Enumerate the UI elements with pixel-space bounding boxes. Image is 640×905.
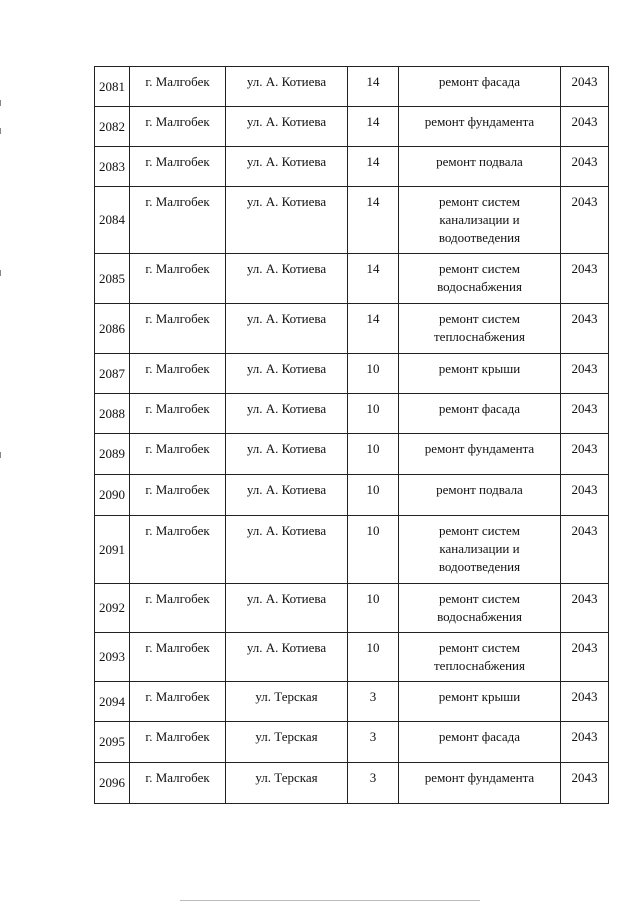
cell-city-text: г. Малгобек — [145, 194, 210, 209]
cell-street — [226, 254, 348, 304]
cell-number-text: 2084 — [99, 212, 125, 227]
cell-number-text: 2090 — [99, 487, 125, 502]
cell-city — [130, 147, 226, 187]
cell-street-text: ул. А. Котиева — [246, 114, 327, 129]
table-row — [95, 254, 609, 304]
cell-house-text: 10 — [366, 640, 380, 655]
cell-work-type — [399, 147, 561, 187]
cell-work-type — [399, 107, 561, 147]
cell-year-text: 2043 — [571, 441, 598, 456]
table-row — [95, 394, 609, 434]
cell-house — [348, 254, 399, 304]
page-bottom-line — [180, 900, 480, 901]
cell-number — [95, 254, 130, 304]
cell-street-text: ул. А. Котиева — [246, 74, 327, 89]
cell-number-text: 2095 — [99, 734, 125, 749]
cell-city-text: г. Малгобек — [145, 401, 210, 416]
cell-street-text: ул. А. Котиева — [246, 361, 327, 376]
cell-work-type-text: ремонт фасада — [438, 401, 521, 416]
cell-number-text: 2088 — [99, 405, 125, 421]
cell-house-text: 10 — [366, 441, 380, 456]
table-row — [95, 516, 609, 584]
table-row — [95, 304, 609, 354]
cell-street-text: ул. Терская — [255, 770, 318, 785]
cell-number — [95, 67, 130, 107]
table-row — [95, 682, 609, 722]
cell-city-text: г. Малгобек — [145, 770, 210, 785]
cell-work-type-text: ремонт систем канализации и водоотведения — [438, 194, 521, 245]
cell-street-text: ул. А. Котиева — [246, 311, 327, 326]
cell-number — [95, 394, 130, 434]
cell-house — [348, 147, 399, 187]
cell-city-text: г. Малгобек — [145, 523, 210, 538]
cell-street-text: ул. А. Котиева — [246, 261, 327, 276]
cell-house — [348, 516, 399, 584]
cell-city — [130, 434, 226, 475]
repair-schedule-table — [94, 66, 609, 804]
cell-year-text: 2043 — [571, 482, 598, 497]
cell-house-text: 10 — [366, 482, 380, 497]
cell-street-text: ул. А. Котиева — [246, 591, 327, 606]
cell-year-text: 2043 — [571, 311, 598, 326]
cell-street — [226, 187, 348, 254]
cell-number-text: 2094 — [99, 693, 125, 709]
cell-number — [95, 722, 130, 763]
cell-street-text: ул. А. Котиева — [246, 523, 327, 538]
cell-city — [130, 394, 226, 434]
cell-city — [130, 254, 226, 304]
cell-street-text: ул. Терская — [255, 689, 318, 704]
cell-house — [348, 682, 399, 722]
cell-city-text: г. Малгобек — [145, 640, 210, 655]
cell-street — [226, 682, 348, 722]
table-row — [95, 763, 609, 804]
cell-house-text: 14 — [366, 311, 380, 326]
cell-city — [130, 304, 226, 354]
cell-street — [226, 434, 348, 475]
table-row — [95, 722, 609, 763]
cell-year — [561, 394, 609, 434]
cell-number — [95, 107, 130, 147]
cell-city — [130, 187, 226, 254]
cell-work-type-text: ремонт подвала — [436, 482, 523, 497]
table-row — [95, 475, 609, 516]
cell-street-text: ул. А. Котиева — [246, 640, 327, 655]
cell-house — [348, 722, 399, 763]
cell-work-type — [399, 394, 561, 434]
cell-work-type — [399, 254, 561, 304]
table-body — [95, 67, 609, 804]
cell-work-type — [399, 682, 561, 722]
cell-house — [348, 304, 399, 354]
cell-year-text: 2043 — [571, 401, 598, 416]
cell-street — [226, 516, 348, 584]
cell-street — [226, 67, 348, 107]
cell-house-text: 3 — [369, 729, 377, 744]
cell-house — [348, 763, 399, 804]
table-row — [95, 107, 609, 147]
cell-year-text: 2043 — [571, 523, 598, 538]
cell-work-type — [399, 633, 561, 682]
cell-street — [226, 633, 348, 682]
cell-city-text: г. Малгобек — [145, 261, 210, 276]
cell-house-text: 14 — [366, 261, 380, 276]
table-row — [95, 434, 609, 475]
cell-house-text: 10 — [366, 591, 380, 606]
cell-work-type — [399, 475, 561, 516]
cell-year — [561, 584, 609, 633]
cell-work-type-text: ремонт фундамента — [424, 114, 535, 129]
cell-year-text: 2043 — [571, 591, 598, 606]
cell-work-type — [399, 67, 561, 107]
cell-year-text: 2043 — [571, 729, 598, 744]
cell-city — [130, 633, 226, 682]
cell-number — [95, 354, 130, 394]
cell-number — [95, 584, 130, 633]
cell-house — [348, 434, 399, 475]
cell-number — [95, 633, 130, 682]
cell-city — [130, 584, 226, 633]
cell-street-text: ул. А. Котиева — [246, 194, 327, 209]
table-row — [95, 147, 609, 187]
cell-street — [226, 475, 348, 516]
table-row — [95, 584, 609, 633]
cell-city — [130, 722, 226, 763]
cell-number-text: 2096 — [99, 775, 125, 790]
cell-number — [95, 147, 130, 187]
cell-number-text: 2087 — [99, 365, 125, 381]
cell-year — [561, 354, 609, 394]
cell-city-text: г. Малгобек — [145, 591, 210, 606]
cell-year — [561, 633, 609, 682]
cell-city-text: г. Малгобек — [145, 361, 210, 376]
cell-street — [226, 107, 348, 147]
cell-house-text: 10 — [366, 361, 380, 376]
cell-house — [348, 633, 399, 682]
cell-work-type — [399, 763, 561, 804]
cell-number-text: 2093 — [99, 649, 125, 664]
cell-work-type — [399, 434, 561, 475]
cell-work-type — [399, 584, 561, 633]
cell-street — [226, 354, 348, 394]
cell-work-type-text: ремонт фундамента — [424, 441, 535, 456]
cell-city-text: г. Малгобек — [145, 689, 210, 704]
cell-year — [561, 304, 609, 354]
cell-city-text: г. Малгобек — [145, 482, 210, 497]
cell-house — [348, 394, 399, 434]
cell-number — [95, 516, 130, 584]
cell-work-type-text: ремонт крыши — [438, 689, 521, 704]
cell-city — [130, 516, 226, 584]
scan-margin-marks — [0, 0, 2, 905]
cell-city-text: г. Малгобек — [145, 441, 210, 456]
cell-house — [348, 354, 399, 394]
cell-year — [561, 147, 609, 187]
cell-work-type-text: ремонт систем теплоснабжения — [434, 311, 525, 344]
cell-year-text: 2043 — [571, 154, 598, 169]
cell-year-text: 2043 — [571, 361, 598, 376]
cell-year — [561, 516, 609, 584]
cell-number-text: 2089 — [99, 446, 125, 461]
cell-work-type — [399, 516, 561, 584]
cell-city — [130, 354, 226, 394]
cell-street-text: ул. А. Котиева — [246, 401, 327, 416]
cell-work-type-text: ремонт фасада — [438, 74, 521, 89]
cell-number — [95, 475, 130, 516]
cell-work-type-text: ремонт систем канализации и водоотведения — [438, 523, 521, 574]
cell-work-type — [399, 304, 561, 354]
cell-street — [226, 763, 348, 804]
cell-street-text: ул. А. Котиева — [246, 482, 327, 497]
cell-number-text: 2092 — [99, 600, 125, 615]
cell-year — [561, 722, 609, 763]
cell-street — [226, 304, 348, 354]
cell-year — [561, 682, 609, 722]
cell-year — [561, 475, 609, 516]
cell-work-type — [399, 187, 561, 254]
cell-city-text: г. Малгобек — [145, 154, 210, 169]
cell-house-text: 10 — [366, 523, 380, 538]
cell-street — [226, 584, 348, 633]
cell-year-text: 2043 — [571, 114, 598, 129]
cell-number-text: 2085 — [99, 270, 125, 286]
cell-number-text: 2086 — [99, 320, 125, 336]
cell-house-text: 3 — [369, 770, 377, 785]
cell-house-text: 14 — [366, 74, 380, 89]
cell-work-type — [399, 722, 561, 763]
cell-year — [561, 187, 609, 254]
cell-city — [130, 763, 226, 804]
table-row — [95, 67, 609, 107]
cell-year — [561, 107, 609, 147]
cell-house-text: 14 — [366, 114, 380, 129]
cell-house-text: 10 — [366, 401, 380, 416]
cell-year-text: 2043 — [571, 770, 598, 785]
cell-house — [348, 67, 399, 107]
table-row — [95, 187, 609, 254]
cell-house-text: 14 — [366, 194, 380, 209]
cell-street — [226, 394, 348, 434]
cell-year-text: 2043 — [571, 194, 598, 209]
cell-year — [561, 67, 609, 107]
cell-year-text: 2043 — [571, 689, 598, 704]
cell-city — [130, 67, 226, 107]
cell-number-text: 2091 — [99, 541, 125, 557]
cell-house — [348, 107, 399, 147]
cell-city — [130, 475, 226, 516]
cell-city-text: г. Малгобек — [145, 74, 210, 89]
cell-year — [561, 254, 609, 304]
cell-work-type-text: ремонт подвала — [436, 154, 523, 169]
cell-year-text: 2043 — [571, 74, 598, 89]
cell-work-type-text: ремонт фундамента — [424, 770, 535, 785]
cell-number — [95, 763, 130, 804]
table-row — [95, 354, 609, 394]
cell-work-type-text: ремонт крыши — [438, 361, 521, 376]
cell-year — [561, 763, 609, 804]
cell-work-type-text: ремонт систем водоснабжения — [437, 261, 522, 294]
cell-city-text: г. Малгобек — [145, 311, 210, 326]
cell-work-type — [399, 354, 561, 394]
cell-year-text: 2043 — [571, 640, 598, 655]
cell-street-text: ул. А. Котиева — [246, 154, 327, 169]
cell-city-text: г. Малгобек — [145, 729, 210, 744]
cell-work-type-text: ремонт фасада — [438, 729, 521, 744]
cell-city — [130, 682, 226, 722]
cell-year — [561, 434, 609, 475]
cell-number-text: 2081 — [99, 78, 125, 94]
cell-street-text: ул. Терская — [255, 729, 318, 744]
cell-work-type-text: ремонт систем водоснабжения — [437, 591, 522, 624]
cell-number — [95, 187, 130, 254]
cell-house — [348, 475, 399, 516]
table-row — [95, 633, 609, 682]
cell-year-text: 2043 — [571, 261, 598, 276]
cell-number — [95, 304, 130, 354]
cell-house — [348, 187, 399, 254]
cell-city-text: г. Малгобек — [145, 114, 210, 129]
cell-work-type-text: ремонт систем теплоснабжения — [434, 640, 525, 673]
cell-city — [130, 107, 226, 147]
cell-street — [226, 147, 348, 187]
cell-house — [348, 584, 399, 633]
cell-house-text: 3 — [369, 689, 377, 704]
cell-house-text: 14 — [366, 154, 380, 169]
cell-number-text: 2083 — [99, 158, 125, 174]
cell-number — [95, 682, 130, 722]
cell-number-text: 2082 — [99, 118, 125, 134]
cell-street — [226, 722, 348, 763]
cell-number — [95, 434, 130, 475]
cell-street-text: ул. А. Котиева — [246, 441, 327, 456]
